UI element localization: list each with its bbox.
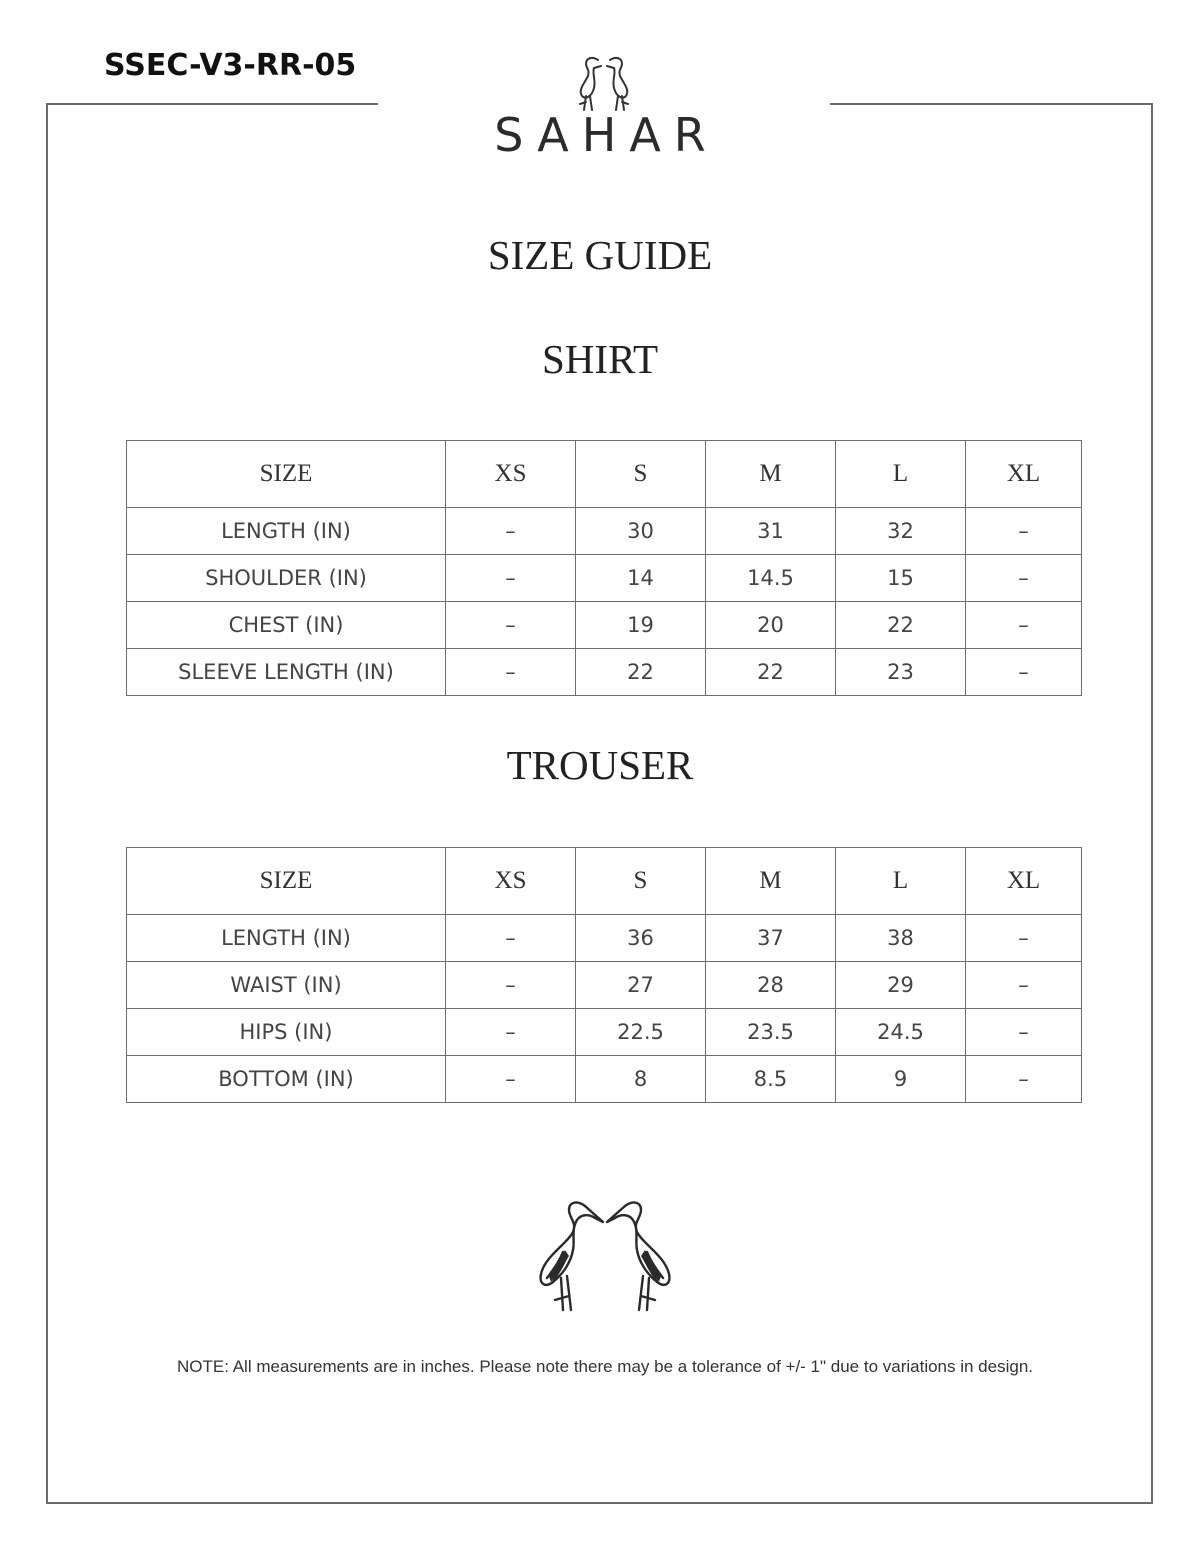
table-cell: 29	[836, 962, 966, 1009]
table-cell: 30	[576, 508, 706, 555]
column-header: XS	[446, 848, 576, 915]
row-label: WAIST (IN)	[127, 962, 446, 1009]
column-header: M	[706, 848, 836, 915]
table-cell: –	[446, 508, 576, 555]
table-cell: –	[966, 962, 1082, 1009]
table-cell: 8	[576, 1056, 706, 1103]
table-cell: 22	[706, 649, 836, 696]
table-cell: –	[966, 1056, 1082, 1103]
column-header: S	[576, 441, 706, 508]
column-header: SIZE	[127, 441, 446, 508]
table-cell: 22	[836, 602, 966, 649]
table-row	[127, 1009, 1082, 1056]
table-cell: –	[446, 1009, 576, 1056]
column-header: M	[706, 441, 836, 508]
row-label: HIPS (IN)	[127, 1009, 446, 1056]
table-row	[127, 1056, 1082, 1103]
table-row	[127, 649, 1082, 696]
product-code: SSEC-V3-RR-05	[104, 48, 357, 83]
column-header: XL	[966, 848, 1082, 915]
table-row	[127, 602, 1082, 649]
table-cell: –	[966, 602, 1082, 649]
table-cell: 19	[576, 602, 706, 649]
table-cell: –	[966, 508, 1082, 555]
table-cell: –	[966, 915, 1082, 962]
table-cell: 31	[706, 508, 836, 555]
table-cell: 23	[836, 649, 966, 696]
column-header: XS	[446, 441, 576, 508]
table-cell: –	[446, 962, 576, 1009]
trouser-heading: TROUSER	[506, 742, 694, 788]
table-cell: 24.5	[836, 1009, 966, 1056]
table-cell: 20	[706, 602, 836, 649]
table-row	[127, 915, 1082, 962]
table-cell: –	[446, 649, 576, 696]
table-row	[127, 555, 1082, 602]
shirt-heading: SHIRT	[542, 336, 658, 382]
row-label: BOTTOM (IN)	[127, 1056, 446, 1103]
table-cell: –	[966, 555, 1082, 602]
table-cell: 27	[576, 962, 706, 1009]
table-cell: 9	[836, 1056, 966, 1103]
table-cell: 37	[706, 915, 836, 962]
table-cell: 36	[576, 915, 706, 962]
row-label: SHOULDER (IN)	[127, 555, 446, 602]
table-cell: 28	[706, 962, 836, 1009]
table-cell: 32	[836, 508, 966, 555]
row-label: LENGTH (IN)	[127, 915, 446, 962]
heron-pair-icon	[533, 1196, 677, 1314]
shirt-size-table	[126, 440, 1082, 696]
column-header: SIZE	[127, 848, 446, 915]
table-cell: –	[446, 602, 576, 649]
table-cell: –	[966, 1009, 1082, 1056]
table-cell: –	[446, 915, 576, 962]
trouser-size-table	[126, 847, 1082, 1103]
row-label: LENGTH (IN)	[127, 508, 446, 555]
table-cell: 23.5	[706, 1009, 836, 1056]
table-cell: 15	[836, 555, 966, 602]
measurement-note: NOTE: All measurements are in inches. Please note there may be a tolerance of +/- 1" due to variations in design.	[176, 1357, 1034, 1376]
table-cell: 22	[576, 649, 706, 696]
row-label: SLEEVE LENGTH (IN)	[127, 649, 446, 696]
table-cell: 22.5	[576, 1009, 706, 1056]
table-cell: 38	[836, 915, 966, 962]
column-header: L	[836, 441, 966, 508]
heron-pair-icon	[568, 54, 640, 112]
table-cell: 14	[576, 555, 706, 602]
column-header: XL	[966, 441, 1082, 508]
table-row	[127, 508, 1082, 555]
table-row	[127, 962, 1082, 1009]
table-cell: –	[446, 555, 576, 602]
table-cell: –	[446, 1056, 576, 1103]
brand-name: SAHAR	[494, 108, 719, 162]
row-label: CHEST (IN)	[127, 602, 446, 649]
table-cell: –	[966, 649, 1082, 696]
table-header-row	[127, 848, 1082, 915]
table-cell: 8.5	[706, 1056, 836, 1103]
column-header: L	[836, 848, 966, 915]
table-cell: 14.5	[706, 555, 836, 602]
column-header: S	[576, 848, 706, 915]
table-header-row	[127, 441, 1082, 508]
page-title: SIZE GUIDE	[487, 232, 713, 278]
